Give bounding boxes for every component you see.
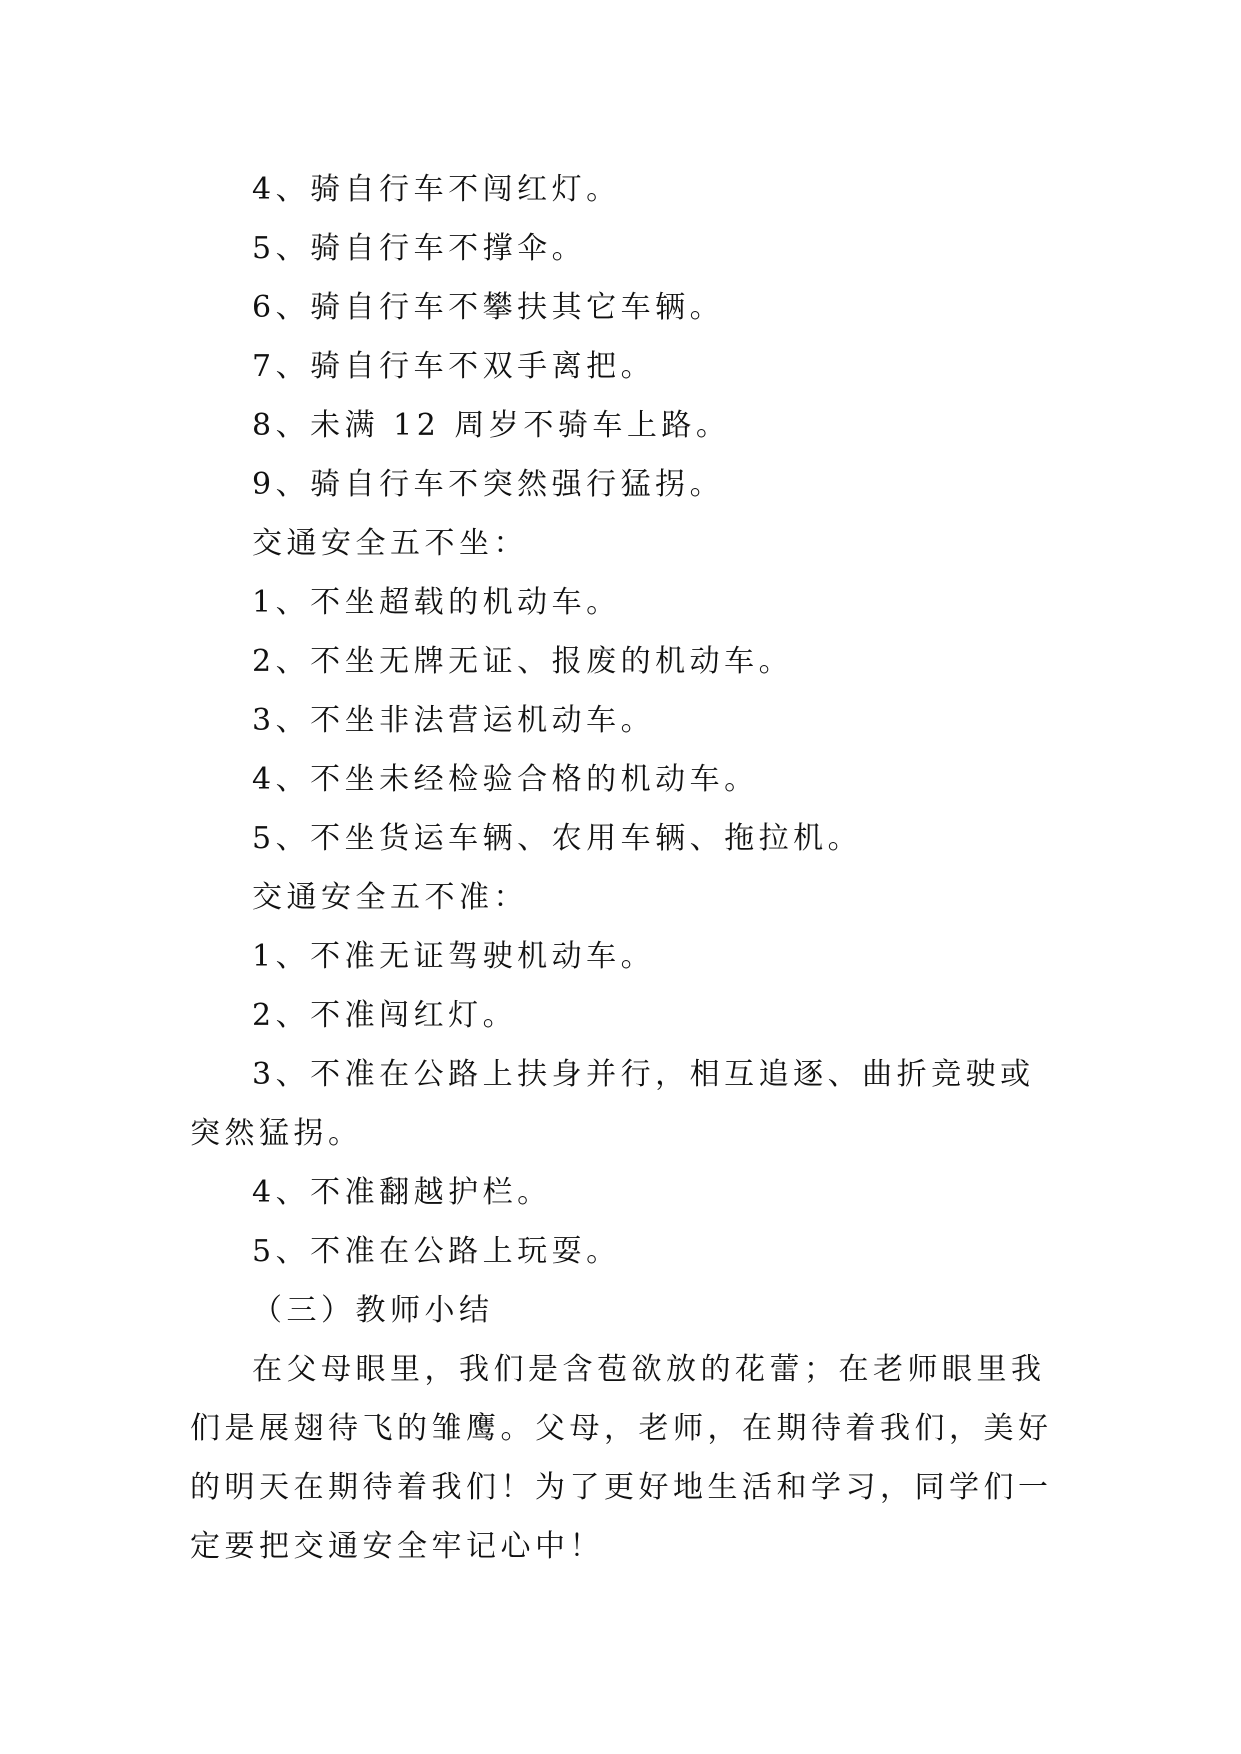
paragraph-no-ride-5: 5、不坐货运车辆、农用车辆、拖拉机。 — [252, 821, 863, 856]
paragraph-not-allowed-5: 5、不准在公路上玩耍。 — [252, 1234, 621, 1269]
paragraph-bike-rule-5: 5、骑自行车不撑伞。 — [252, 231, 587, 266]
paragraph-not-allowed-3: 3、不准在公路上扶身并行，相互追逐、曲折竞驶或突然猛拐。 — [190, 1057, 1035, 1151]
section-heading-teacher-summary: （三）教师小结 — [252, 1293, 494, 1328]
paragraph-no-ride-2: 2、不坐无牌无证、报废的机动车。 — [252, 644, 794, 679]
paragraph-teacher-summary: 在父母眼里，我们是含苞欲放的花蕾；在老师眼里我们是展翅待飞的雏鹰。父母，老师，在期待着我们，美好的明天在期待着我们！为了更好地生活和学习，同学们一定要把交通安全牢记心中！ — [190, 1352, 1053, 1564]
paragraph-not-allowed-2: 2、不准闯红灯。 — [252, 998, 518, 1033]
paragraph-not-allowed-4: 4、不准翻越护栏。 — [252, 1175, 552, 1210]
section-heading-five-no-ride: 交通安全五不坐： — [252, 526, 528, 561]
paragraph-bike-rule-9: 9、骑自行车不突然强行猛拐。 — [252, 467, 725, 502]
paragraph-bike-rule-7: 7、骑自行车不双手离把。 — [252, 349, 656, 384]
paragraph-not-allowed-1: 1、不准无证驾驶机动车。 — [252, 939, 656, 974]
paragraph-bike-rule-8: 8、未满 12 周岁不骑车上路。 — [252, 408, 731, 443]
paragraph-no-ride-1: 1、不坐超载的机动车。 — [252, 585, 621, 620]
paragraph-no-ride-4: 4、不坐未经检验合格的机动车。 — [252, 762, 759, 797]
paragraph-bike-rule-4: 4、骑自行车不闯红灯。 — [252, 172, 621, 207]
paragraph-no-ride-3: 3、不坐非法营运机动车。 — [252, 703, 656, 738]
paragraph-bike-rule-6: 6、骑自行车不攀扶其它车辆。 — [252, 290, 725, 325]
section-heading-five-not-allowed: 交通安全五不准： — [252, 880, 528, 915]
document-body — [190, 160, 1065, 1576]
